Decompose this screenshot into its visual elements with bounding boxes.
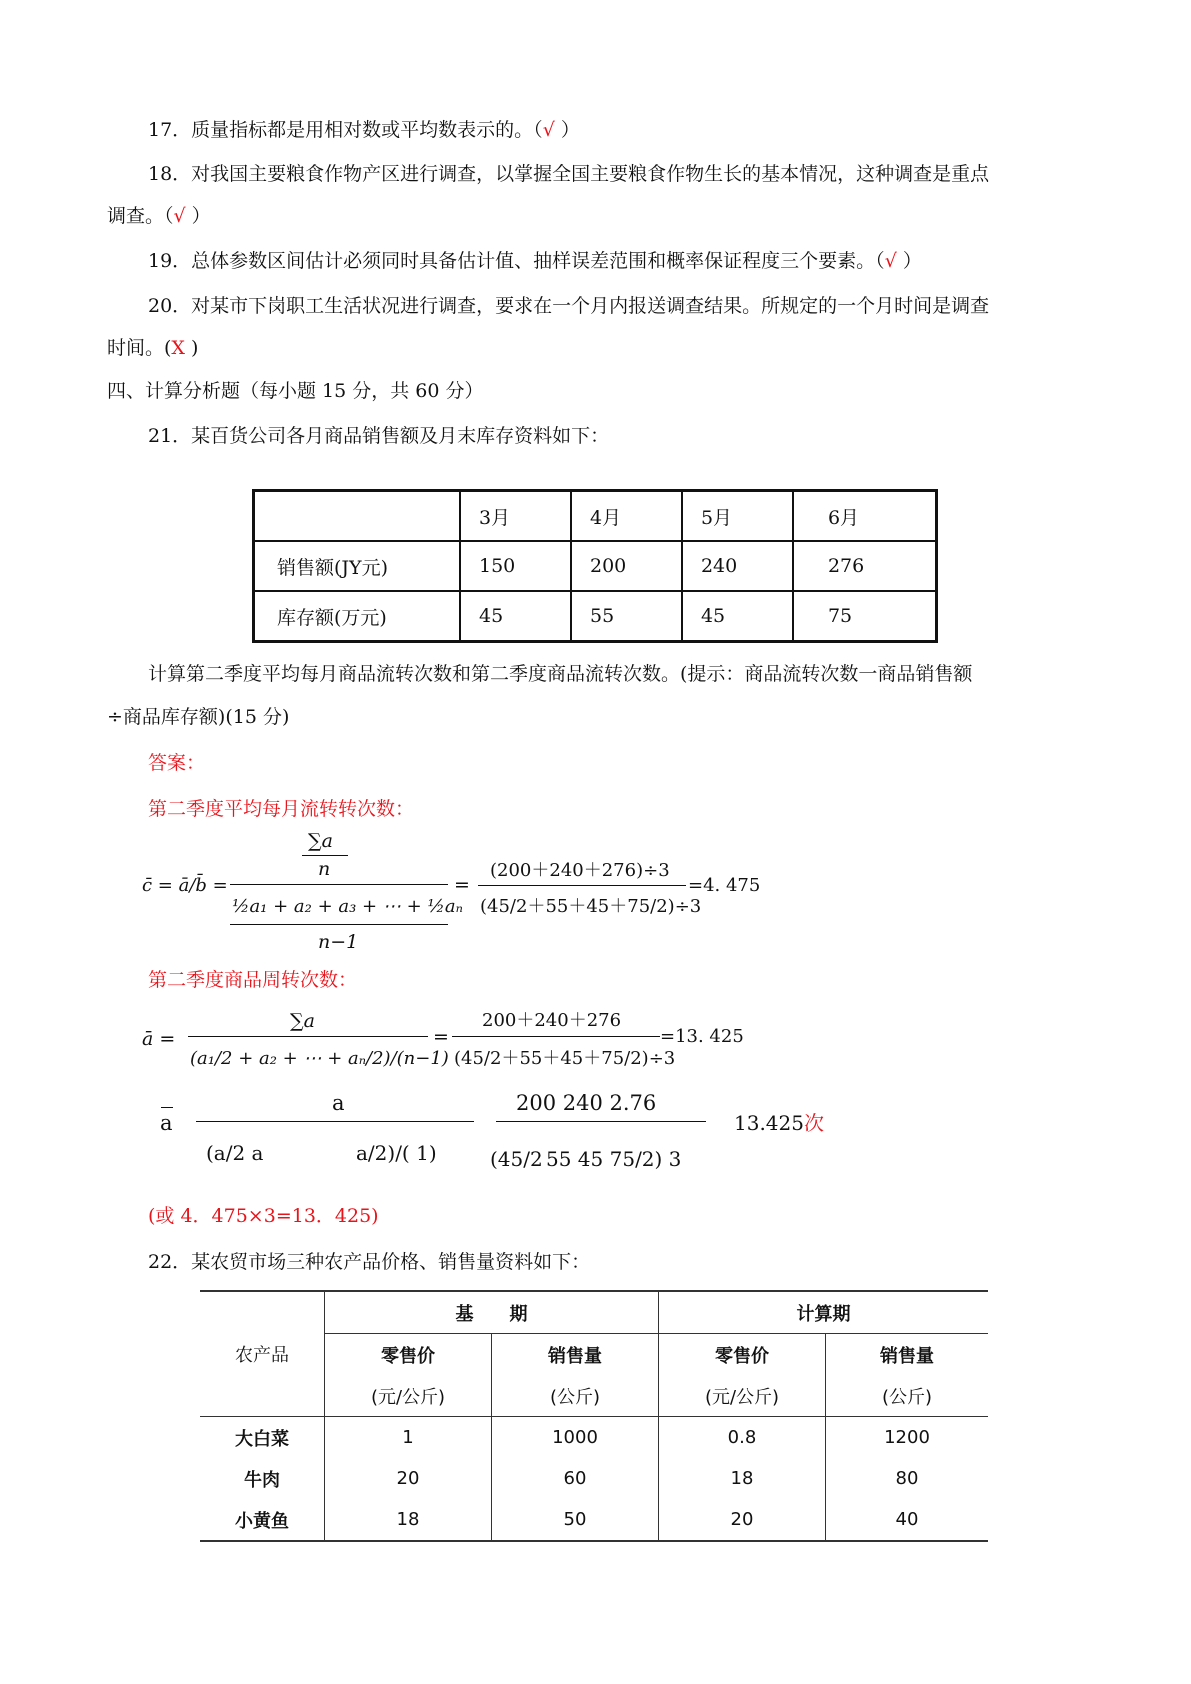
formula-mid-num: (200＋240＋276)÷3: [490, 860, 670, 881]
sales-inventory-table: [252, 489, 938, 643]
formula-result: =4. 475: [688, 875, 761, 896]
answer-mark: √: [173, 205, 186, 227]
calc-qty-header: 销售量: [880, 1345, 934, 1367]
question-21-task-line2: ÷商品库存额)(15 分): [107, 706, 290, 728]
base-price-unit: (元/公斤): [325, 1375, 492, 1417]
base-price-header: 零售价: [325, 1334, 492, 1376]
fraction-line: [302, 855, 348, 856]
table-cell: 276: [793, 541, 937, 591]
formula-num: a: [332, 1091, 345, 1115]
formula-mid-den-b: 55 45 75/2) 3: [546, 1147, 682, 1171]
formula-mid-num: 200 240 2.76: [516, 1091, 657, 1115]
table-row: [200, 1458, 988, 1499]
question-21-task-line1: 计算第二季度平均每月商品流转次数和第二季度商品流转次数。(提示：商品流转次数一商品销售额: [148, 663, 973, 685]
question-text: 19．总体参数区间估计必须同时具备估计值、抽样误差范围和概率保证程度三个要素。（: [148, 250, 885, 272]
product-name: 小黄鱼: [200, 1499, 325, 1541]
fraction-line: [230, 884, 448, 885]
table-cell: 80: [895, 1468, 919, 1489]
table-row: [254, 541, 937, 591]
row-label: 销售额(JY元): [254, 541, 461, 591]
result-value: 13.425: [734, 1111, 804, 1135]
base-qty-header: 销售量: [492, 1334, 659, 1376]
alt-answer: (或 4．475×3=13．425): [148, 1205, 379, 1227]
question-20-line2: [107, 336, 198, 360]
table-cell: 50: [492, 1499, 659, 1541]
table-cell: 75: [793, 591, 937, 642]
result-unit: 次: [803, 1111, 824, 1135]
formula-result: =13. 425: [660, 1026, 744, 1047]
calc-period-header: 计算期: [659, 1291, 989, 1334]
table-cell: 1200: [884, 1427, 930, 1448]
header-cell: [254, 491, 461, 542]
answer-label: 答案：: [148, 752, 206, 774]
formula-mid-den-a: (45/2: [490, 1147, 543, 1171]
fraction-line: [478, 885, 686, 886]
base-qty-unit: (公斤): [492, 1375, 659, 1417]
table-group-header-row: [200, 1291, 988, 1334]
close-paren: ）: [185, 205, 211, 227]
question-21-intro: 21．某百货公司各月商品销售额及月末库存资料如下：: [148, 425, 610, 447]
equals-sign: =: [433, 1026, 449, 1048]
formula-den-left: (a/2 a: [206, 1141, 264, 1165]
formula-result: [734, 1112, 824, 1134]
fraction-line: [196, 1121, 474, 1122]
formula-num-bottom: n: [318, 858, 331, 880]
table-cell: 20: [325, 1458, 492, 1499]
bar-over-a: [161, 1107, 173, 1108]
formula-lhs: a: [160, 1111, 173, 1135]
formula-den-right: a/2)/( 1): [356, 1141, 437, 1165]
table-cell: 40: [826, 1499, 989, 1541]
table-cell: 20: [659, 1499, 826, 1541]
product-column-header: 农产品: [200, 1291, 325, 1417]
fraction-line: [496, 1121, 706, 1122]
table-cell: 55: [571, 591, 682, 642]
question-20-line1: 20．对某市下岗职工生活状况进行调查，要求在一个月内报送调查结果。所规定的一个月时间是调查: [148, 295, 990, 317]
section-heading: 四、计算分析题（每小题 15 分，共 60 分）: [107, 380, 484, 402]
close-paren: ）: [554, 119, 580, 141]
formula-num: ∑a: [290, 1010, 315, 1032]
agri-products-table: [200, 1290, 988, 1542]
table-row: [200, 1417, 988, 1459]
question-text: 调查。（: [107, 205, 174, 227]
question-22-intro: 22．某农贸市场三种农产品价格、销售量资料如下：: [148, 1251, 591, 1273]
question-text: 时间。(: [107, 337, 172, 359]
formula-mid-den: (45/2＋55＋45＋75/2)÷3: [454, 1048, 676, 1069]
product-name: 大白菜: [200, 1417, 325, 1459]
table-row: [254, 591, 937, 642]
product-name: 牛肉: [200, 1458, 325, 1499]
formula-den-bottom: n−1: [318, 931, 359, 953]
formula-mid-num: 200＋240＋276: [482, 1010, 622, 1031]
table-cell: 60: [492, 1458, 659, 1499]
equals-sign: =: [454, 874, 470, 896]
calc-qty-unit: (公斤): [826, 1375, 989, 1417]
header-cell: 4月: [571, 491, 682, 542]
table-cell: 18: [659, 1458, 826, 1499]
question-17: [148, 118, 580, 142]
sub1-label: 第二季度平均每月流转转次数：: [148, 798, 415, 820]
formula-den-top: ½a₁ + a₂ + a₃ + ⋯ + ½aₙ: [232, 896, 463, 917]
table-cell: 45: [460, 591, 571, 642]
formula-lhs: c̄ = ā/b̄ =: [142, 875, 228, 896]
formula-lhs: ā =: [142, 1028, 176, 1050]
answer-mark: √: [884, 250, 897, 272]
table-cell: 0.8: [659, 1417, 826, 1459]
header-cell: 3月: [460, 491, 571, 542]
table-cell: 200: [571, 541, 682, 591]
table-cell: 150: [460, 541, 571, 591]
row-label: 库存额(万元): [254, 591, 461, 642]
answer-mark: X: [171, 337, 185, 359]
table-header-row: [254, 491, 937, 542]
header-cell: 5月: [682, 491, 793, 542]
answer-mark: √: [542, 119, 555, 141]
question-18-line2: [107, 204, 211, 228]
table-cell: 18: [325, 1499, 492, 1541]
formula-num-top: ∑a: [308, 830, 333, 852]
formula-mid-den: (45/2＋55＋45＋75/2)÷3: [480, 896, 702, 917]
table-cell: 240: [682, 541, 793, 591]
fraction-line: [230, 924, 448, 925]
table-cell: 1: [325, 1417, 492, 1459]
close-paren: ): [184, 337, 199, 359]
header-cell: 6月: [793, 491, 937, 542]
fraction-line: [188, 1036, 428, 1037]
table-cell: 45: [682, 591, 793, 642]
question-19: [148, 249, 922, 273]
sub2-label: 第二季度商品周转次数：: [148, 969, 358, 991]
calc-price-unit: (元/公斤): [659, 1375, 826, 1417]
table-row: [200, 1499, 988, 1541]
question-text: 17．质量指标都是用相对数或平均数表示的。（: [148, 119, 543, 141]
base-period-header: 基 期: [325, 1291, 659, 1334]
fraction-line: [452, 1036, 660, 1037]
question-18-line1: 18．对我国主要粮食作物产区进行调查，以掌握全国主要粮食作物生长的基本情况，这种调查是重点: [148, 163, 990, 185]
formula-den: (a₁/2 + a₂ + ⋯ + aₙ/2)/(n−1): [190, 1048, 449, 1069]
close-paren: ）: [896, 250, 922, 272]
table-cell: 1000: [492, 1417, 659, 1459]
calc-price-header: 零售价: [659, 1334, 826, 1376]
